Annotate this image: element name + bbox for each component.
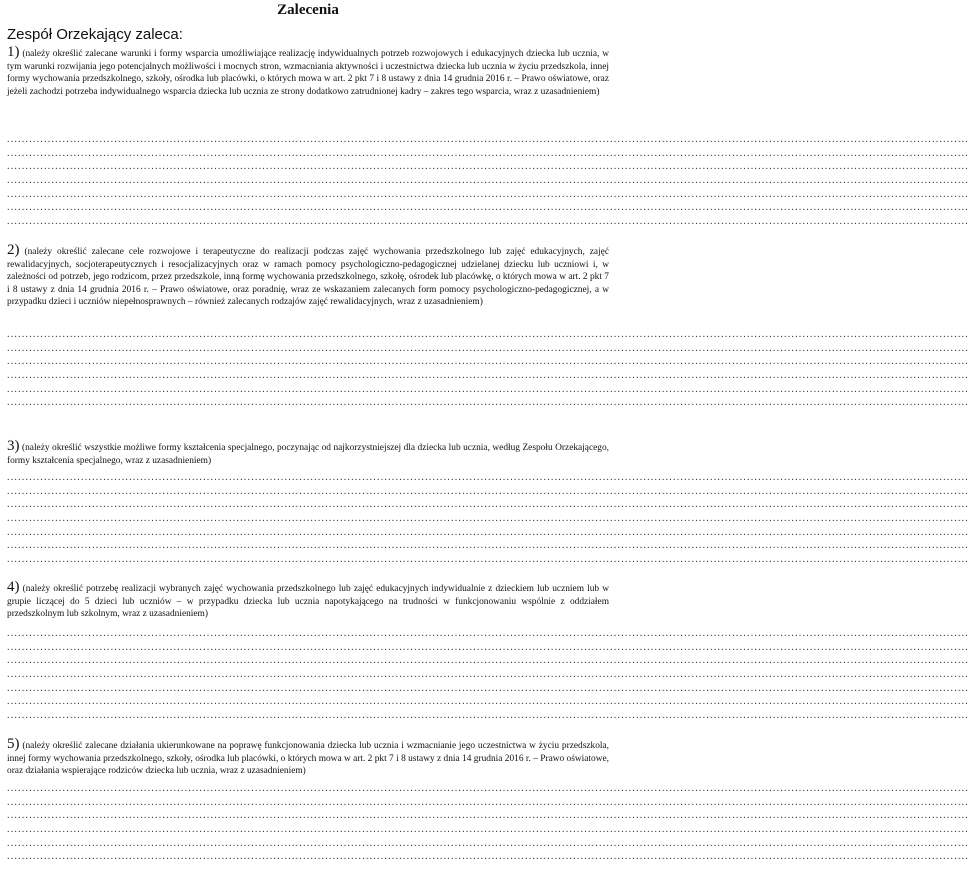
answer-line[interactable]: .................................................................................................................................................................................................................................................................... <box>7 696 969 708</box>
intro-text: Zespół Orzekający zaleca: <box>7 26 183 43</box>
answer-line[interactable]: .................................................................................................................................................................................................................................................................... <box>7 837 969 849</box>
answer-line[interactable]: .................................................................................................................................................................................................................................................................... <box>7 540 969 552</box>
answer-line[interactable]: .................................................................................................................................................................................................................................................................... <box>7 329 969 340</box>
answer-line[interactable]: .................................................................................................................................................................................................................................................................... <box>7 810 969 822</box>
answer-line[interactable]: .................................................................................................................................................................................................................................................................... <box>7 554 969 566</box>
answer-line[interactable]: .................................................................................................................................................................................................................................................................... <box>7 472 969 483</box>
answer-line[interactable]: .................................................................................................................................................................................................................................................................... <box>7 356 969 368</box>
section-3-text: (należy określić wszystkie możliwe formy kształcenia specjalnego, poczynając od najkorzystniejszej dla dziecka lub ucznia, według Zespołu Orzekającego, formy kształcenia specjalnego, wraz z uzasadnieniem) <box>7 443 610 466</box>
answer-line[interactable]: .................................................................................................................................................................................................................................................................... <box>7 175 969 187</box>
answer-line[interactable]: .................................................................................................................................................................................................................................................................... <box>7 370 969 382</box>
answer-line[interactable]: .................................................................................................................................................................................................................................................................... <box>7 641 969 653</box>
section-2-answer-lines[interactable] <box>7 328 969 410</box>
section-4-instruction <box>7 581 609 621</box>
section-1-answer-lines[interactable] <box>7 133 969 229</box>
answer-line[interactable]: .................................................................................................................................................................................................................................................................... <box>7 513 969 525</box>
section-3 <box>7 438 969 566</box>
section-2-text: (należy określić zalecane cele rozwojowe i terapeutyczne do realizacji podczas zajęć wychowania przedszkolnego lub zajęć edukacyjnych, zajęć rewalidacyjnych, socjoterapeutycznych i resocjalizacyjnych oraz w ramach pomocy psychologiczno-pedagogicznej udzielanej dziecku lub uczniowi i, w zależności od potrzeb, jego rodzicom, przez przedszkole, inną formę wychowania przedszkolnego, szkołę, ośrodek lub placówkę, o których mowa w art. 2 pkt 7 i 8 ustawy z dnia 14 grudnia 2016 r. – Prawo oświatowe, oraz poradnię, wraz ze wskazaniem zalecanych form pomocy psychologiczno-pedagogicznej, a w przypadku dzieci i uczniów niepełnosprawnych – również zalecanych rodzajów zajęć rewalidacyjnych, wraz z uzasadnieniem) <box>7 247 610 307</box>
section-1-instruction <box>7 46 609 98</box>
answer-line[interactable]: .................................................................................................................................................................................................................................................................... <box>7 851 969 863</box>
answer-line[interactable]: .................................................................................................................................................................................................................................................................... <box>7 161 969 173</box>
answer-line[interactable]: .................................................................................................................................................................................................................................................................... <box>7 499 969 511</box>
section-5 <box>7 736 969 863</box>
section-2-number: 2) <box>7 242 20 258</box>
answer-line[interactable]: .................................................................................................................................................................................................................................................................... <box>7 783 969 794</box>
answer-line[interactable]: .................................................................................................................................................................................................................................................................... <box>7 824 969 836</box>
section-2-instruction <box>7 244 609 309</box>
section-4 <box>7 579 969 722</box>
answer-line[interactable]: .................................................................................................................................................................................................................................................................... <box>7 397 969 409</box>
answer-line[interactable]: .................................................................................................................................................................................................................................................................... <box>7 188 969 200</box>
section-1-text: (należy określić zalecane warunki i formy wsparcia umożliwiające realizację indywidualnych potrzeb rozwojowych i edukacyjnych dziecka lub ucznia, w tym warunki rozwijania jego potencjalnych możliwości i mocnych stron, wzmacniania aktywności i uczestnictwa dziecka lub ucznia w życiu przedszkola, innej formy wychowania przedszkolnego, szkoły, ośrodka lub placówki, o których mowa w art. 2 pkt 7 i 8 ustawy z dnia 14 grudnia 2016 r. – Prawo oświatowe, oraz jeżeli zachodzi potrzeba indywidualnego wsparcia dziecka lub ucznia ze strony dodatkowo zatrudnionej kadry – zakres tego wsparcia, wraz z uzasadnieniem) <box>7 49 609 97</box>
answer-line[interactable]: .................................................................................................................................................................................................................................................................... <box>7 202 969 214</box>
section-4-text: (należy określić potrzebę realizacji wybranych zajęć wychowania przedszkolnego lub zajęć edukacyjnych indywidualnie z dzieckiem lub uczniem lub w grupie liczącej do 5 dzieci lub uczniów – w przypadku dziecka lub ucznia napotykającego na trudności w funkcjonowaniu wspólnie z oddziałem przedszkolnym lub szkolnym, wraz z uzasadnieniem) <box>7 584 609 619</box>
answer-line[interactable]: .................................................................................................................................................................................................................................................................... <box>7 669 969 681</box>
section-3-answer-lines[interactable] <box>7 471 969 567</box>
answer-line[interactable]: .................................................................................................................................................................................................................................................................... <box>7 216 969 228</box>
answer-line[interactable]: .................................................................................................................................................................................................................................................................... <box>7 682 969 694</box>
answer-line[interactable]: .................................................................................................................................................................................................................................................................... <box>7 383 969 395</box>
section-5-text: (należy określić zalecane działania ukierunkowane na poprawę funkcjonowania dziecka lub ucznia i wzmacnianie jego uczestnictwa w życiu przedszkola, innej formy wychowania przedszkolnego, szkoły, ośrodka lub placówki, o których mowa w art. 2 pkt 7 i 8 ustawy z dnia 14 grudnia 2016 r. – Prawo oświatowe, oraz działania wspierające rodziców dziecka lub ucznia, wraz z uzasadnieniem) <box>7 741 609 776</box>
section-4-number: 4) <box>7 579 20 595</box>
answer-line[interactable]: .................................................................................................................................................................................................................................................................... <box>7 147 969 159</box>
answer-line[interactable]: .................................................................................................................................................................................................................................................................... <box>7 134 969 145</box>
answer-line[interactable]: .................................................................................................................................................................................................................................................................... <box>7 485 969 497</box>
section-5-answer-lines[interactable] <box>7 782 969 864</box>
answer-line[interactable]: .................................................................................................................................................................................................................................................................... <box>7 526 969 538</box>
section-5-instruction <box>7 738 609 778</box>
section-3-number: 3) <box>7 438 20 454</box>
answer-line[interactable]: .................................................................................................................................................................................................................................................................... <box>7 655 969 667</box>
section-5-number: 5) <box>7 736 20 752</box>
answer-line[interactable]: .................................................................................................................................................................................................................................................................... <box>7 628 969 639</box>
answer-line[interactable]: .................................................................................................................................................................................................................................................................... <box>7 342 969 354</box>
answer-line[interactable]: .................................................................................................................................................................................................................................................................... <box>7 796 969 808</box>
page-title: Zalecenia <box>277 2 339 18</box>
section-3-instruction <box>7 440 609 467</box>
section-2 <box>7 242 969 409</box>
section-1-number: 1) <box>7 44 20 60</box>
section-1 <box>7 44 969 228</box>
answer-line[interactable]: .................................................................................................................................................................................................................................................................... <box>7 710 969 722</box>
section-4-answer-lines[interactable] <box>7 627 969 723</box>
